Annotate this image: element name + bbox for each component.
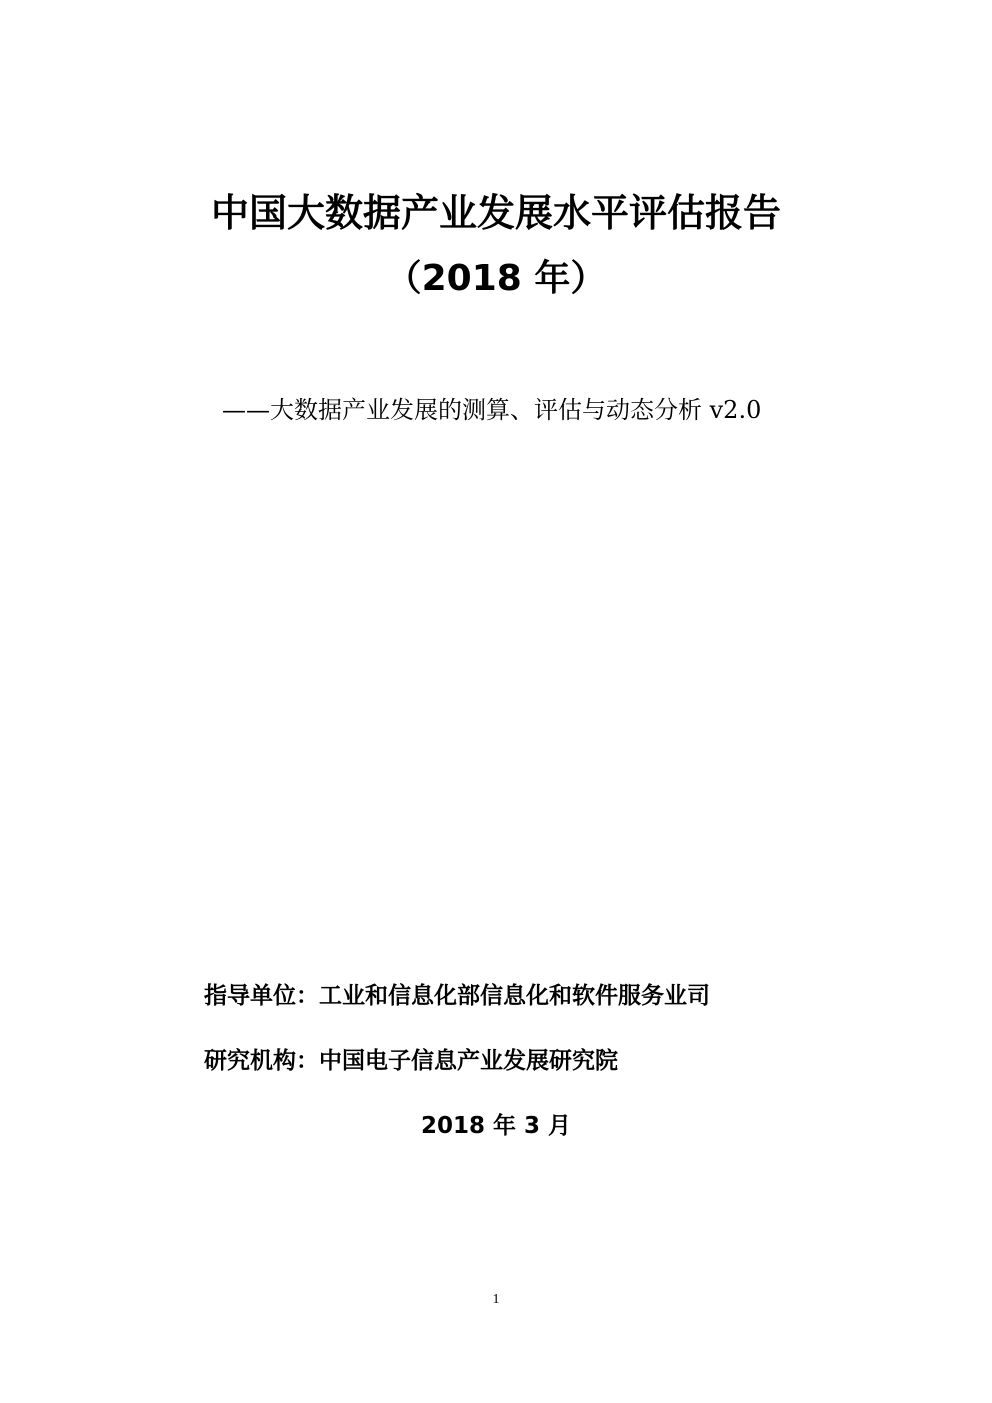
guide-unit: 指导单位：工业和信息化部信息化和软件服务业司 <box>204 983 710 1009</box>
report-subtitle: ——大数据产业发展的测算、评估与动态分析 v2.0 <box>222 396 762 424</box>
page-number: 1 <box>492 1292 500 1307</box>
report-title: 中国大数据产业发展水平评估报告 <box>210 191 781 235</box>
report-year: （2018 年） <box>385 258 607 299</box>
research-institute: 研究机构：中国电子信息产业发展研究院 <box>204 1048 618 1074</box>
publication-date: 2018 年 3 月 <box>420 1113 572 1139</box>
